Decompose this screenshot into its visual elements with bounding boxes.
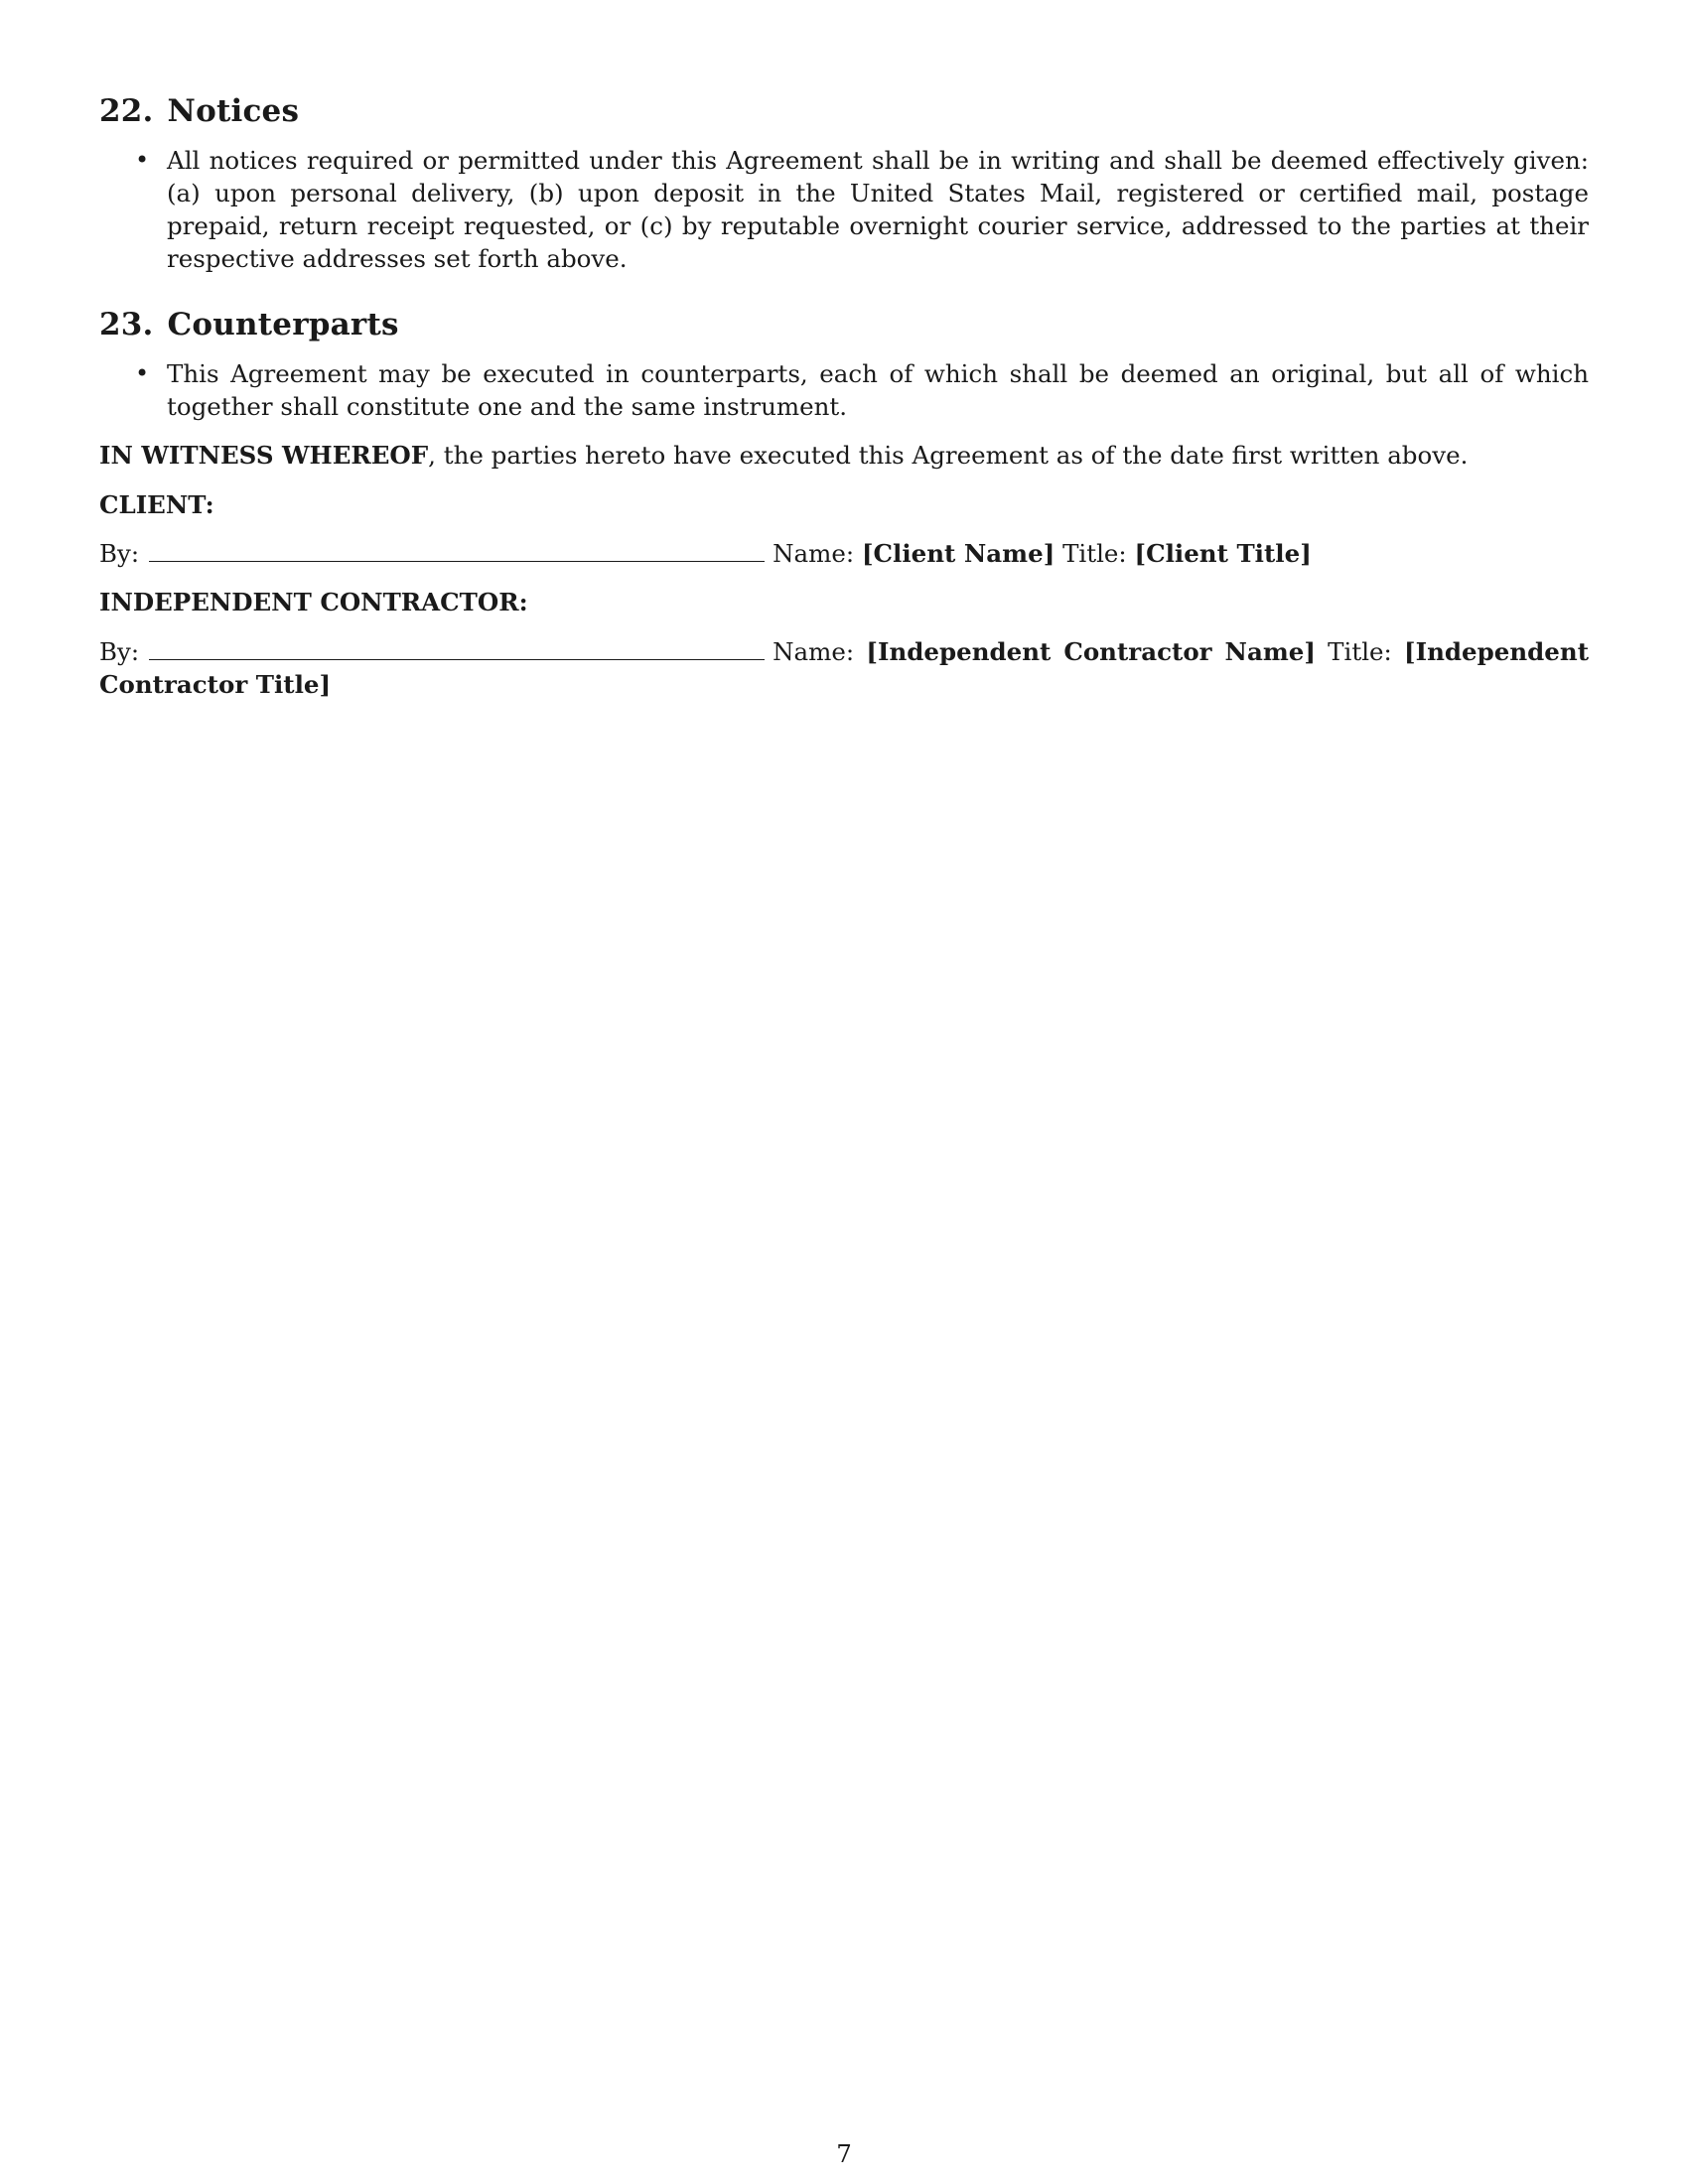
name-label: Name: (773, 539, 855, 569)
client-heading: CLIENT: (99, 490, 214, 520)
by-label: By: (99, 539, 140, 569)
notices-list (99, 144, 1589, 275)
section-number: 23. (99, 307, 154, 343)
client-signature-row: By: Name: [Client Name] Title: [Client Title] (99, 539, 1312, 569)
contractor-signature-row: By: Name: [Independent Contractor Name] Title: [Independent Contractor Title] (99, 637, 1590, 700)
counterparts-list (99, 357, 1589, 423)
witness-text: , the parties hereto have executed this Agreement as of the date first written above. (428, 441, 1469, 471)
contractor-signature-line[interactable] (149, 635, 765, 660)
client-title-placeholder: Client Title (1146, 539, 1301, 569)
witness-bold: IN WITNESS WHEREOF (99, 441, 429, 471)
title-label: Title: (1328, 637, 1392, 667)
client-signature-line[interactable] (149, 537, 765, 562)
section-title: Notices (167, 93, 300, 129)
page-content (99, 93, 1589, 701)
contractor-heading: INDEPENDENT CONTRACTOR: (99, 588, 528, 617)
client-name-placeholder: Client Name (873, 539, 1044, 569)
list-item: • All notices required or permitted under this Agreement shall be in writing and shall be deemed effectively given: (a) upon personal delivery, (b) upon deposit in the United States Mail, registered or certified mail, postage prepaid, return receipt requested, or (c) by reputable overnight courier service, addressed to the parties at their respective addresses set forth above. (99, 144, 1589, 275)
page-number: 7 (836, 2139, 852, 2168)
section-title: Counterparts (167, 307, 399, 343)
name-label: Name: (773, 637, 855, 667)
section-heading-notices (99, 93, 1589, 130)
contractor-title-placeholder: Independent Contractor Title (99, 637, 1590, 700)
by-label: By: (99, 637, 140, 667)
section-heading-counterparts (99, 307, 1589, 343)
list-item: • This Agreement may be executed in counterparts, each of which shall be deemed an original, but all of which together shall constitute one and the same instrument. (99, 357, 1589, 423)
title-label: Title: (1062, 539, 1127, 569)
witness-statement (99, 439, 1589, 472)
section-number: 22. (99, 93, 154, 129)
contractor-name-placeholder: Independent Contractor Name (877, 637, 1305, 667)
